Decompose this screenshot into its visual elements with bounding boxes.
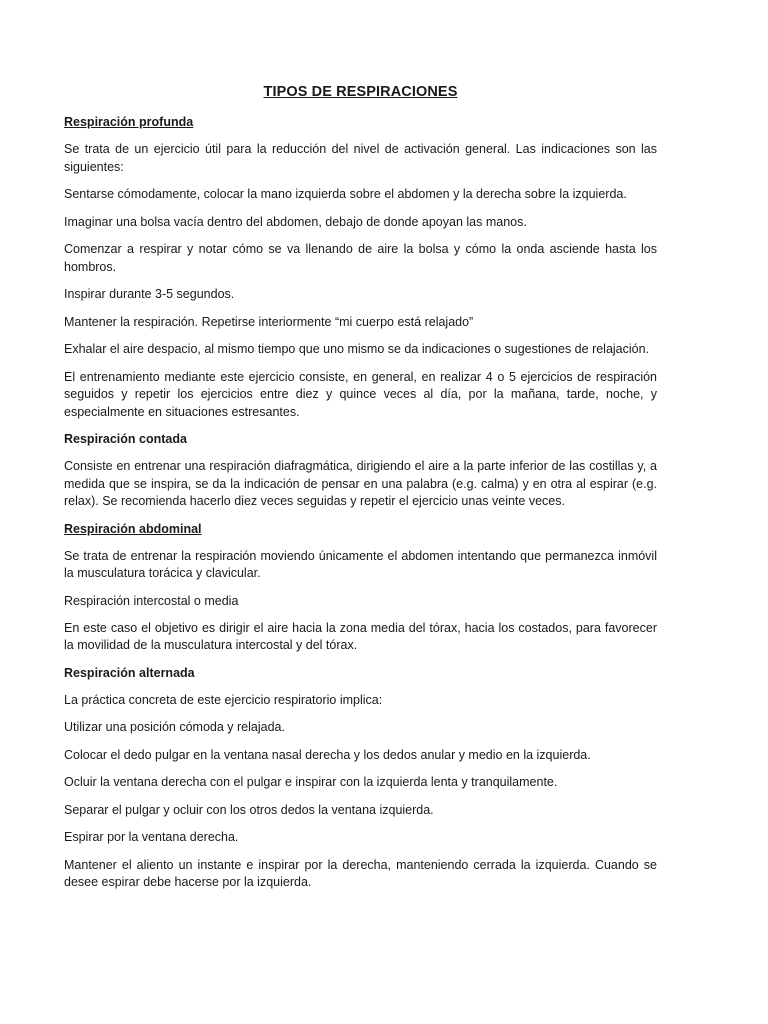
paragraph: Mantener el aliento un instante e inspirar por la derecha, manteniendo cerrada la izquierda. Cuando se desee espirar debe hacerse por la izquierda. xyxy=(64,857,657,889)
paragraph: Sentarse cómodamente, colocar la mano izquierda sobre el abdomen y la derecha sobre la izquierda. xyxy=(64,187,627,201)
paragraph: El entrenamiento mediante este ejercicio consiste, en general, en realizar 4 o 5 ejercicios de respiración seguidos y repetir los ejercicios entre diez y quince veces al día, por la mañana, tarde, noche, y especialmente en situaciones estresantes. xyxy=(64,369,657,419)
paragraph: Se trata de entrenar la respiración moviendo únicamente el abdomen intentando que permanezca inmóvil la musculatura torácica y clavicular. xyxy=(64,548,657,580)
paragraph: Consiste en entrenar una respiración diafragmática, dirigiendo el aire a la parte inferior de las costillas y, a medida que se inspira, se da la indicación de pensar en una palabra (e.g. calma) y en otra al espirar (e.g. relax). Se recomienda hacerlo diez veces seguidas y repetir el ejercicio unas veinte veces. xyxy=(64,459,657,508)
section-heading: Respiración alternada xyxy=(64,665,195,680)
paragraph: Utilizar una posición cómoda y relajada. xyxy=(64,720,285,734)
paragraph: Separar el pulgar y ocluir con los otros dedos la ventana izquierda. xyxy=(64,802,434,817)
paragraph: Comenzar a respirar y notar cómo se va llenando de aire la bolsa y cómo la onda asciende hasta los hombros. xyxy=(64,242,657,274)
paragraph: Exhalar el aire despacio, al mismo tiempo que uno mismo se da indicaciones o sugestiones de relajación. xyxy=(64,342,650,356)
section-heading: Respiración intercostal o media xyxy=(64,593,239,608)
section-heading: Respiración profunda xyxy=(64,115,194,129)
paragraph: Se trata de un ejercicio útil para la reducción del nivel de activación general. Las indicaciones son las siguientes: xyxy=(64,142,657,174)
document-title: TIPOS DE RESPIRACIONES xyxy=(263,84,458,100)
paragraph: Espirar por la ventana derecha. xyxy=(64,830,239,844)
paragraph: En este caso el objetivo es dirigir el aire hacia la zona media del tórax, hacia los costados, para favorecer la movilidad de la musculatura intercostal y del tórax. xyxy=(64,620,657,652)
section-heading: Respiración contada xyxy=(64,432,187,446)
paragraph: Inspirar durante 3-5 segundos. xyxy=(64,287,235,301)
section-heading: Respiración abdominal xyxy=(64,521,202,536)
paragraph: La práctica concreta de este ejercicio respiratorio implica: xyxy=(64,692,383,707)
paragraph: Ocluir la ventana derecha con el pulgar e inspirar con la izquierda lenta y tranquilamente. xyxy=(64,775,558,789)
document-page xyxy=(64,84,657,902)
paragraph: Imaginar una bolsa vacía dentro del abdomen, debajo de donde apoyan las manos. xyxy=(64,214,527,229)
paragraph: Mantener la respiración. Repetirse interiormente “mi cuerpo está relajado” xyxy=(64,314,474,329)
document-body xyxy=(64,114,657,892)
paragraph: Colocar el dedo pulgar en la ventana nasal derecha y los dedos anular y medio en la izquierda. xyxy=(64,747,591,762)
